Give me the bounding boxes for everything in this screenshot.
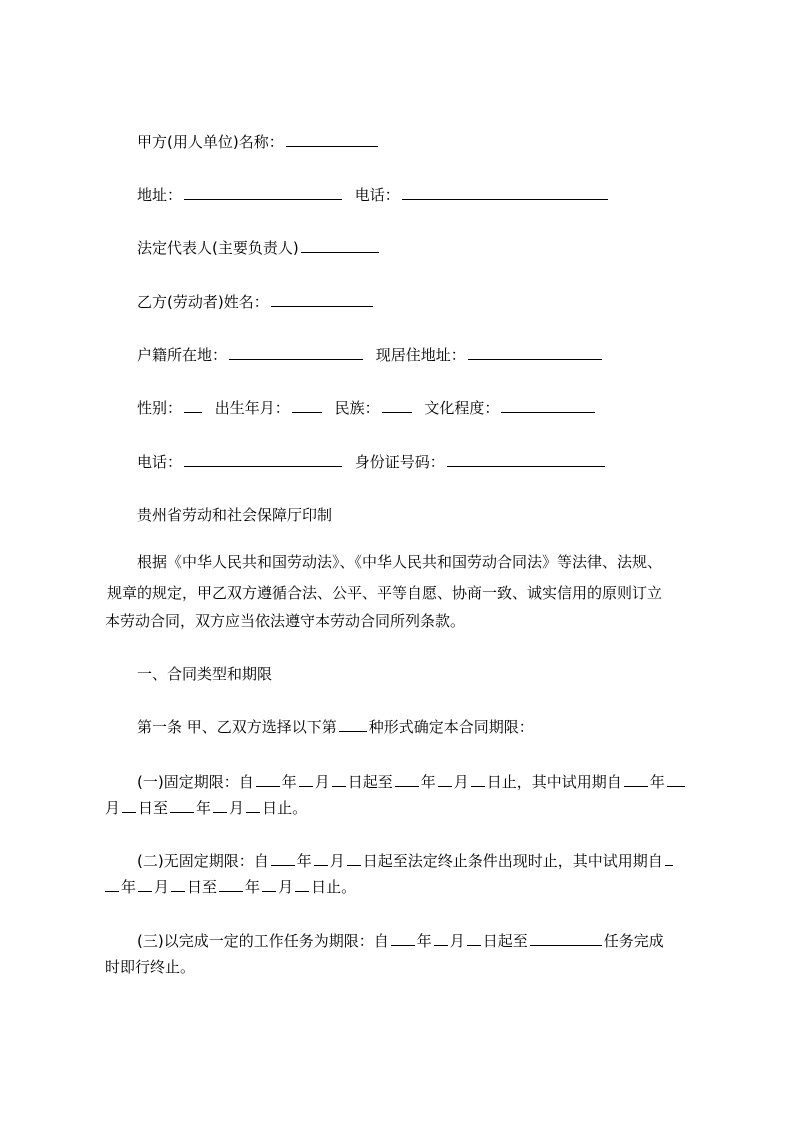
clause-1-start-day[interactable] bbox=[332, 772, 346, 787]
party-a-name-label: 甲方(用人单位)名称： bbox=[137, 133, 284, 151]
article-1 bbox=[137, 717, 534, 737]
current-address-blank[interactable] bbox=[468, 345, 602, 360]
clause-1-month-label: 月 bbox=[314, 773, 330, 791]
clause-1-probation-start-year[interactable] bbox=[624, 772, 648, 787]
preamble-line-1: 根据《中华人民共和国劳动法》、《中华人民共和国劳动合同法》等法律、法规、 bbox=[137, 553, 663, 571]
clause-1-start-month[interactable] bbox=[299, 772, 313, 787]
clause-1-head: (一)固定期限：自 bbox=[137, 773, 254, 791]
education-label: 文化程度： bbox=[424, 399, 500, 417]
clause-1-month-label-4: 月 bbox=[229, 799, 245, 817]
clause-2-probation-start-year-b[interactable] bbox=[105, 877, 119, 892]
clause-1-probation-start-day[interactable] bbox=[122, 798, 136, 813]
clause-2-to-label: 日至 bbox=[187, 878, 218, 896]
household-blank[interactable] bbox=[229, 345, 363, 360]
clause-2-line-2 bbox=[105, 877, 356, 897]
preamble-line-2: 规章的规定，甲乙双方遵循合法、公平、平等自愿、协商一致、诚实信用的原则订立 bbox=[107, 584, 663, 602]
clause-2-line-1 bbox=[137, 851, 675, 871]
address-blank[interactable] bbox=[184, 185, 342, 200]
clause-2-year-label-3: 年 bbox=[245, 878, 261, 896]
clause-1-start-year[interactable] bbox=[256, 772, 280, 787]
clause-1-end-month[interactable] bbox=[438, 772, 452, 787]
legal-rep-row bbox=[137, 238, 381, 258]
personal-info-row bbox=[137, 398, 597, 418]
id-blank[interactable] bbox=[447, 452, 605, 467]
party-b-name-blank[interactable] bbox=[271, 292, 373, 307]
clause-2-month-label-3: 月 bbox=[278, 878, 294, 896]
clause-3-start-day[interactable] bbox=[467, 931, 481, 946]
legal-rep-label: 法定代表人(主要负责人) bbox=[137, 239, 299, 257]
issuer-text: 贵州省劳动和社会保障厅印制 bbox=[137, 506, 333, 524]
party-b-name-label: 乙方(劳动者)姓名： bbox=[137, 293, 269, 311]
clause-1-probation-start-month[interactable] bbox=[667, 772, 685, 787]
clause-3-task-blank[interactable] bbox=[530, 931, 602, 946]
clause-1-from-label: 日起至 bbox=[347, 773, 393, 791]
article-1-text-b: 种形式确定本合同期限： bbox=[368, 718, 534, 736]
clause-1-line-1 bbox=[137, 772, 687, 792]
clause-2-head: (二)无固定期限：自 bbox=[137, 852, 269, 870]
section-1-title: 一、合同类型和期限 bbox=[137, 665, 273, 683]
clause-2-year-label-2: 年 bbox=[121, 878, 137, 896]
ethnicity-blank[interactable] bbox=[382, 398, 412, 413]
clause-1-probation-label: 日止，其中试用期自 bbox=[486, 773, 622, 791]
clause-2-start-year[interactable] bbox=[271, 851, 295, 866]
clause-3-from-label: 日起至 bbox=[482, 932, 528, 950]
party-a-name-row bbox=[137, 132, 380, 152]
gender-blank[interactable] bbox=[184, 398, 202, 413]
preamble-line-3: 本劳动合同，双方应当依法遵守本劳动合同所列条款。 bbox=[105, 612, 466, 630]
clause-3-year-label: 年 bbox=[416, 932, 432, 950]
clause-1-end-label: 日止。 bbox=[262, 799, 308, 817]
residence-row bbox=[137, 345, 604, 365]
gender-label: 性别： bbox=[137, 399, 183, 417]
clause-2-start-day[interactable] bbox=[347, 851, 361, 866]
clause-1-end-year[interactable] bbox=[395, 772, 419, 787]
clause-1-end-day[interactable] bbox=[471, 772, 485, 787]
term-type-blank[interactable] bbox=[339, 717, 367, 732]
clause-1-probation-end-year[interactable] bbox=[170, 798, 194, 813]
clause-2-mid-text: 日起至法定终止条件出现时止，其中试用期自 bbox=[362, 852, 663, 870]
id-label: 身份证号码： bbox=[354, 453, 445, 471]
clause-1-line-2 bbox=[105, 798, 307, 818]
clause-1-probation-end-month[interactable] bbox=[213, 798, 227, 813]
household-label: 户籍所在地： bbox=[137, 346, 228, 364]
clause-2-probation-start-month[interactable] bbox=[138, 877, 152, 892]
clause-1-year-label-4: 年 bbox=[196, 799, 212, 817]
clause-3-head: (三)以完成一定的工作任务为期限：自 bbox=[137, 932, 389, 950]
phone2-blank[interactable] bbox=[184, 452, 342, 467]
party-a-name-blank[interactable] bbox=[286, 132, 378, 147]
clause-1-year-label: 年 bbox=[281, 773, 297, 791]
clause-3-start-month[interactable] bbox=[434, 931, 448, 946]
clause-1-probation-end-day[interactable] bbox=[246, 798, 260, 813]
clause-2-probation-end-year[interactable] bbox=[219, 877, 243, 892]
clause-3-start-year[interactable] bbox=[391, 931, 415, 946]
phone2-label: 电话： bbox=[137, 453, 183, 471]
clause-1-year-label-2: 年 bbox=[420, 773, 436, 791]
phone-id-row bbox=[137, 452, 607, 472]
clause-2-probation-end-day[interactable] bbox=[295, 877, 309, 892]
address-phone-row bbox=[137, 185, 610, 205]
clause-3-line-2: 时即行终止。 bbox=[105, 958, 196, 976]
clause-2-year-label: 年 bbox=[296, 852, 312, 870]
party-b-name-row bbox=[137, 292, 375, 312]
clause-2-probation-start-year-a[interactable] bbox=[665, 851, 673, 866]
clause-2-probation-end-month[interactable] bbox=[262, 877, 276, 892]
current-address-label: 现居住地址： bbox=[375, 346, 466, 364]
birth-blank[interactable] bbox=[292, 398, 322, 413]
article-1-text-a: 第一条 甲、乙双方选择以下第 bbox=[137, 718, 337, 736]
clause-2-month-label: 月 bbox=[329, 852, 345, 870]
clause-1-month-label-2: 月 bbox=[453, 773, 469, 791]
clause-2-month-label-2: 月 bbox=[154, 878, 170, 896]
clause-1-year-label-3: 年 bbox=[649, 773, 665, 791]
clause-3-line-1 bbox=[137, 931, 664, 951]
education-blank[interactable] bbox=[501, 398, 595, 413]
clause-1-to-label: 日至 bbox=[138, 799, 169, 817]
clause-2-end-label: 日止。 bbox=[311, 878, 357, 896]
clause-3-tail-1: 任务完成 bbox=[603, 932, 664, 950]
clause-3-month-label: 月 bbox=[449, 932, 465, 950]
ethnicity-label: 民族： bbox=[334, 399, 380, 417]
clause-1-month-label-3: 月 bbox=[105, 799, 121, 817]
clause-2-start-month[interactable] bbox=[314, 851, 328, 866]
birth-label: 出生年月： bbox=[214, 399, 290, 417]
clause-2-probation-start-day[interactable] bbox=[171, 877, 185, 892]
address-label: 地址： bbox=[137, 186, 183, 204]
phone-blank[interactable] bbox=[402, 185, 608, 200]
phone-label: 电话： bbox=[354, 186, 400, 204]
legal-rep-blank[interactable] bbox=[301, 238, 379, 253]
